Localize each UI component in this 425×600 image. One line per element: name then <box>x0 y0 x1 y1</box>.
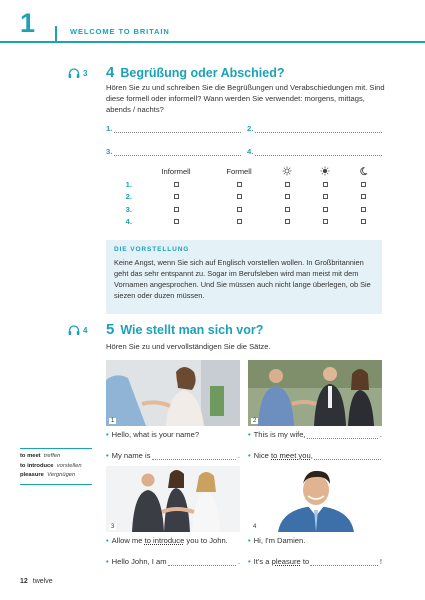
bullet: • <box>248 430 251 439</box>
bullet: • <box>248 557 251 566</box>
checkbox[interactable] <box>323 194 328 199</box>
glossary-translation: treffen <box>43 453 61 459</box>
glossary-term: to meet <box>20 453 41 459</box>
glossary-translation: Vergnügen <box>47 472 76 478</box>
sentence-end: . <box>379 430 382 439</box>
headphones-icon <box>68 68 80 79</box>
classification-grid <box>106 164 382 228</box>
photo-number: 1 <box>111 418 115 424</box>
photo-illustration <box>106 360 240 426</box>
bullet: • <box>248 451 251 460</box>
glossary <box>20 452 82 481</box>
glossary-entry <box>20 462 82 472</box>
checkbox[interactable] <box>361 194 366 199</box>
glossary-term: pleasure <box>20 472 44 478</box>
page-word: twelve <box>32 578 53 585</box>
grid-row <box>106 216 382 229</box>
sun-icon <box>320 166 330 176</box>
col-informal: Informell <box>161 166 191 176</box>
grid-row <box>106 178 382 191</box>
answer-blank-2[interactable] <box>247 124 382 133</box>
checkbox[interactable] <box>174 219 179 224</box>
blank-row-1 <box>106 124 382 133</box>
answer-line[interactable] <box>114 124 241 133</box>
chapter-title: WELCOME TO BRITAIN <box>70 27 170 36</box>
bullet: • <box>106 557 109 566</box>
checkbox[interactable] <box>237 219 242 224</box>
info-box-text: Keine Angst, wenn Sie sich auf Englisch vorstellen wollen. In Großbritannien geht das sehr entspannt zu. Sogar im Berufsleben wird man meist mit dem Vornamen angesprochen. Und Sie müssen auch nicht lange überlegen, ob Sie siezen oder duzen müssen. <box>114 258 371 300</box>
checkbox[interactable] <box>361 219 366 224</box>
sun-rise-icon <box>282 166 292 176</box>
sentence-text: to <box>302 557 310 566</box>
sentence-2b <box>248 451 382 460</box>
row-number: 3. <box>125 204 132 214</box>
checkbox[interactable] <box>323 219 328 224</box>
sentence-text: My name is <box>111 451 151 460</box>
photo-illustration <box>106 466 240 532</box>
underlined-text: to meet you <box>271 451 311 460</box>
sentence-1b <box>106 451 240 460</box>
bullet: • <box>248 536 251 545</box>
col-formal: Formell <box>226 166 252 176</box>
sentence-4b <box>248 557 382 566</box>
checkbox[interactable] <box>285 182 290 187</box>
audio-track-4[interactable] <box>68 325 87 336</box>
moon-icon <box>358 166 368 176</box>
chapter-number: 1 <box>20 8 36 38</box>
col-morning <box>268 166 306 176</box>
exercise-5-title <box>106 321 263 338</box>
checkbox[interactable] <box>361 207 366 212</box>
fill-in-blank[interactable] <box>168 558 236 566</box>
photo-number: 3 <box>111 524 115 530</box>
glossary-rule-bottom <box>20 484 92 485</box>
blank-number: 1. <box>106 124 113 133</box>
header-divider-tick <box>55 26 57 42</box>
track-number: 3 <box>83 69 88 78</box>
photo-number: 2 <box>253 418 257 424</box>
info-box-title: DIE VORSTELLUNG <box>114 246 190 253</box>
exercise-number: 4 <box>106 64 115 81</box>
header-rule <box>0 41 425 43</box>
answer-line[interactable] <box>114 147 241 156</box>
bullet: • <box>106 536 109 545</box>
exercise-heading: Begrüßung oder Abschied? <box>120 66 285 80</box>
grid-header <box>106 164 382 178</box>
exercise-5-instruction: Hören Sie zu und vervollständigen Sie die Sätze. <box>106 342 271 351</box>
sentence-text: you to John. <box>186 536 228 545</box>
fill-in-blank[interactable] <box>310 558 378 566</box>
page-number: 12 <box>20 578 28 585</box>
sentence-end: . <box>237 557 240 566</box>
checkbox[interactable] <box>323 207 328 212</box>
answer-blank-1[interactable] <box>106 124 241 133</box>
answer-blank-4[interactable] <box>247 147 382 156</box>
bullet: • <box>106 451 109 460</box>
photo-illustration <box>248 466 382 532</box>
photo-couple-introduction <box>248 360 382 426</box>
glossary-rule-top <box>20 448 92 449</box>
audio-track-3[interactable] <box>68 68 87 79</box>
checkbox[interactable] <box>237 194 242 199</box>
sentence-text: Hello, what is your name? <box>111 430 200 439</box>
row-number: 4. <box>125 217 132 227</box>
checkbox[interactable] <box>285 194 290 199</box>
answer-blank-3[interactable] <box>106 147 241 156</box>
headphones-icon <box>68 325 80 336</box>
checkbox[interactable] <box>237 207 242 212</box>
glossary-term: to introduce <box>20 462 54 469</box>
exercise-heading: Wie stellt man sich vor? <box>120 323 264 337</box>
answer-line[interactable] <box>255 147 382 156</box>
info-box <box>106 240 382 314</box>
row-number: 2. <box>125 192 132 202</box>
photo-illustration <box>248 360 382 426</box>
fill-in-blank[interactable] <box>152 452 236 460</box>
sentence-4a <box>248 536 382 545</box>
checkbox[interactable] <box>285 219 290 224</box>
row-number: 1. <box>125 179 132 189</box>
grid-row <box>106 191 382 204</box>
checkbox[interactable] <box>361 182 366 187</box>
checkbox[interactable] <box>174 182 179 187</box>
glossary-entry <box>20 452 82 462</box>
blank-number: 3. <box>106 147 113 156</box>
photo-handshake-greeting <box>106 360 240 426</box>
glossary-translation: vorstellen <box>56 462 82 469</box>
blank-row-2 <box>106 147 382 156</box>
col-midday <box>306 166 344 176</box>
sentence-end: . <box>237 451 240 460</box>
sentence-3b <box>106 557 240 566</box>
checkbox[interactable] <box>285 207 290 212</box>
glossary-entry <box>20 471 82 481</box>
sentence-text: This is my wife, <box>253 430 306 439</box>
col-evening <box>344 166 382 176</box>
answer-line[interactable] <box>255 124 382 133</box>
photo-number: 4 <box>253 524 257 530</box>
fill-in-blank[interactable] <box>307 431 378 439</box>
sentence-end: , <box>310 451 313 460</box>
photo-man-portrait <box>248 466 382 532</box>
sentence-1a <box>106 430 240 439</box>
page-footer <box>20 578 53 585</box>
fill-in-blank[interactable] <box>314 452 381 460</box>
sentence-text: Nice <box>253 451 269 460</box>
sentence-text: Allow me <box>111 536 143 545</box>
bullet: • <box>106 430 109 439</box>
photo-business-introduction <box>106 466 240 532</box>
sentence-3a <box>106 536 240 545</box>
underlined-text: pleasure <box>271 557 301 566</box>
checkbox[interactable] <box>237 182 242 187</box>
exercise-number: 5 <box>106 321 115 338</box>
sentence-text: It's a <box>253 557 270 566</box>
checkbox[interactable] <box>174 194 179 199</box>
underlined-text: to introduce <box>144 536 185 545</box>
blank-number: 2. <box>247 124 254 133</box>
blank-number: 4. <box>247 147 254 156</box>
checkbox[interactable] <box>323 182 328 187</box>
checkbox[interactable] <box>174 207 179 212</box>
sentence-text: Hello John, I am <box>111 557 167 566</box>
sentence-2a <box>248 430 382 439</box>
sentence-text: Hi, I'm Damien. <box>253 536 306 545</box>
exercise-4-title <box>106 64 284 81</box>
track-number: 4 <box>83 326 88 335</box>
grid-row <box>106 203 382 216</box>
sentence-end: ! <box>379 557 382 566</box>
exercise-4-instruction: Hören Sie zu und schreiben Sie die Begrüßungen und Verabschiedungen mit. Sind diese formell oder informell? Wann werden Sie verwendet: morgens, mittags, abends / nachts? <box>106 83 385 114</box>
